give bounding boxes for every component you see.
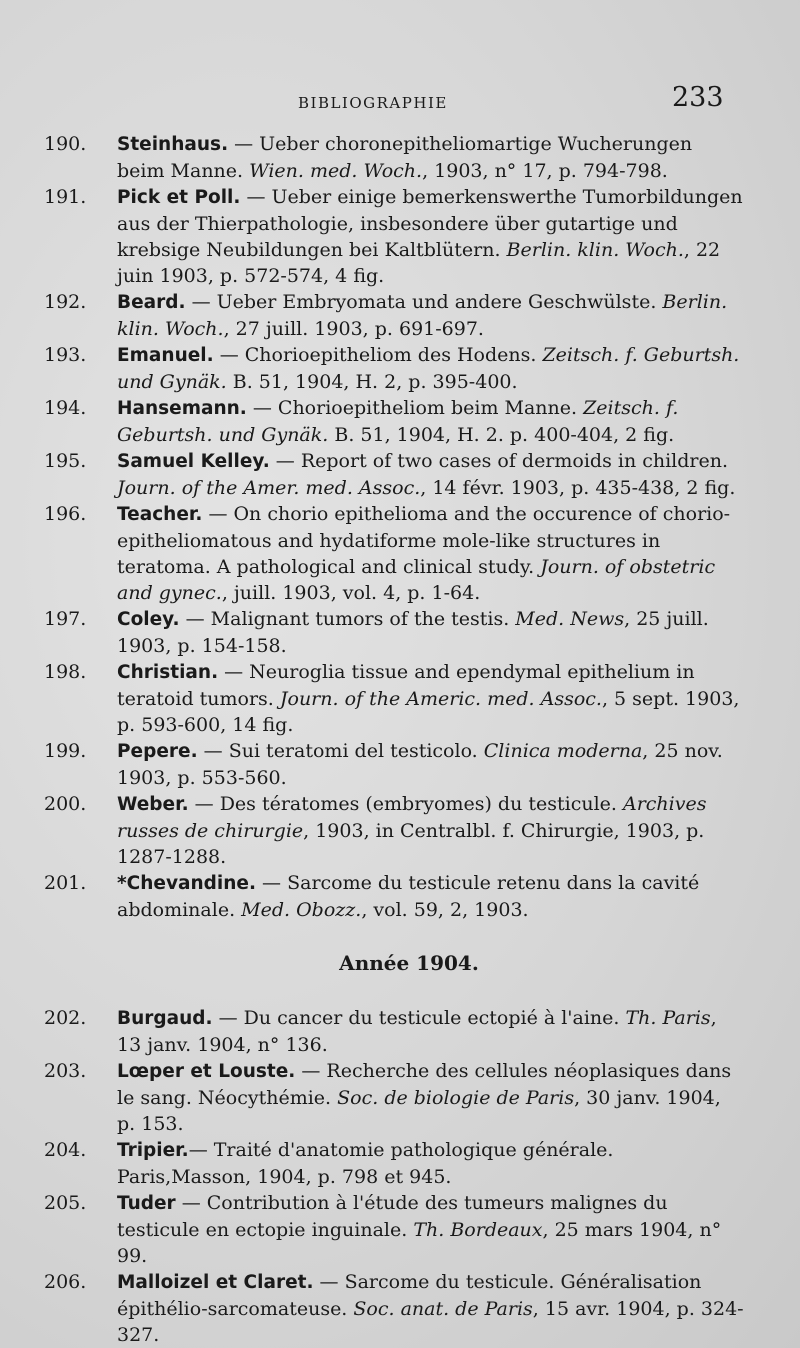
entry-author: Burgaud. <box>117 1008 213 1029</box>
bibliography-entry <box>44 738 744 791</box>
bibliography-entry <box>44 1269 744 1348</box>
entry-details: , 1903, n° 17, p. 794-798. <box>422 160 668 182</box>
entry-details: , juill. 1903, vol. 4, p. 1-64. <box>221 582 481 604</box>
entry-author: Tuder <box>117 1193 176 1214</box>
entry-title: — Malignant tumors of the testis. <box>179 608 516 630</box>
section-heading: Année 1904. <box>339 951 479 975</box>
entry-title: — Recherche des cellules néoplasiques dans le sang. Néocythémie. <box>117 1060 732 1109</box>
entry-title: — Ueber einige bemerkenswerthe Tumorbildungen aus der Thierpathologie, insbesondere über gutartige und krebsige Neubildungen bei Kaltblütern. <box>117 186 743 261</box>
entry-title: — Traité d'anatomie pathologique générale. Paris,Masson, 1904, p. 798 et 945. <box>117 1139 614 1188</box>
entry-title: — Neuroglia tissue and ependymal epithelium in teratoid tumors. <box>117 661 695 710</box>
entry-number: 200. <box>44 793 87 815</box>
entry-details: , vol. 59, 2, 1903. <box>361 899 529 921</box>
entry-journal: Clinica moderna <box>483 740 643 762</box>
entry-details: , 15 avr. 1904, p. 324-327. <box>117 1298 744 1346</box>
entry-author: Pick et Poll. <box>117 187 241 208</box>
entry-journal: Berlin. klin. Woch. <box>117 291 728 340</box>
entry-journal: Soc. de biologie de Paris <box>337 1087 575 1109</box>
bibliography-entry <box>44 1137 744 1190</box>
entry-details: , 5 sept. 1903, p. 593-600, 14 fig. <box>117 688 740 736</box>
entry-journal: Zeitsch. f. Geburtsh. und Gynäk. <box>117 344 740 393</box>
page-number: 233 <box>672 82 724 113</box>
entry-author: Weber. <box>117 794 189 815</box>
entry-number: 195. <box>44 450 87 472</box>
bibliography-entry <box>44 1058 744 1137</box>
entry-author: Hansemann. <box>117 398 247 419</box>
entry-author: Lœper et Louste. <box>117 1061 296 1082</box>
entry-title: — Ueber Embryomata und andere Geschwülste. <box>185 291 663 313</box>
entry-journal: Journ. of the Americ. med. Assoc. <box>279 688 602 710</box>
entry-details: , 13 janv. 1904, n° 136. <box>117 1007 717 1056</box>
entry-number: 196. <box>44 503 87 525</box>
bibliography-entry <box>44 870 744 923</box>
entry-title: — Report of two cases of dermoids in children. <box>269 450 729 472</box>
entry-number: 202. <box>44 1007 87 1029</box>
entry-details: B. 51, 1904, H. 2. p. 400-404, 2 fig. <box>328 424 675 446</box>
entry-details: , 30 janv. 1904, p. 153. <box>117 1087 721 1135</box>
entry-details: B. 51, 1904, H. 2, p. 395-400. <box>226 371 518 393</box>
entry-title: — Ueber choronepitheliomartige Wucherungen beim Manne. <box>117 133 693 182</box>
entry-title: — Du cancer du testicule ectopié à l'aine. <box>212 1007 626 1029</box>
entry-number: 198. <box>44 661 87 683</box>
entry-title: — Des tératomes (embryomes) du testicule. <box>188 793 623 815</box>
bibliography-entry <box>44 395 744 448</box>
entry-details: , 14 févr. 1903, p. 435-438, 2 fig. <box>420 477 736 499</box>
entry-title: — Sui teratomi del testicolo. <box>197 740 484 762</box>
entry-journal: Th. Paris <box>625 1007 711 1029</box>
bibliography-entry <box>44 448 744 501</box>
entry-title: — Sarcome du testicule retenu dans la cavité abdominale. <box>117 872 700 921</box>
bibliography-list <box>44 131 744 1348</box>
entry-author: Christian. <box>117 662 219 683</box>
entries-group-1903 <box>44 131 744 923</box>
entry-title: — Chorioepitheliom des Hodens. <box>213 344 543 366</box>
entry-number: 204. <box>44 1139 87 1161</box>
entry-details: , 27 juill. 1903, p. 691-697. <box>223 318 484 340</box>
bibliography-entry <box>44 342 744 395</box>
entry-journal: Archives russes de chirurgie <box>117 793 707 842</box>
bibliography-entry <box>44 289 744 342</box>
entry-details: , 1903, in Centralbl. f. Chirurgie, 1903, p. 1287-1288. <box>117 820 705 868</box>
entry-details: , 25 mars 1904, n° 99. <box>117 1219 722 1267</box>
running-head <box>0 82 800 122</box>
entry-journal: Med. Obozz. <box>241 899 362 921</box>
entry-title: — Sarcome du testicule. Généralisation épithélio-sarcomateuse. <box>117 1271 702 1320</box>
entry-number: 197. <box>44 608 87 630</box>
entry-journal: Th. Bordeaux <box>413 1219 543 1241</box>
entry-journal: Wien. med. Woch. <box>249 160 423 182</box>
entry-number: 205. <box>44 1192 87 1214</box>
entry-journal: Berlin. klin. Woch. <box>506 239 684 261</box>
entry-author: Teacher. <box>117 504 203 525</box>
entry-details: , 25 nov. 1903, p. 553-560. <box>117 740 723 789</box>
entry-author: Pepere. <box>117 741 198 762</box>
entry-journal: Journ. of the Amer. med. Assoc. <box>117 477 421 499</box>
entry-author: Samuel Kelley. <box>117 451 270 472</box>
entry-author: Tripier. <box>117 1140 189 1161</box>
bibliography-entry <box>44 659 744 738</box>
entry-author: Steinhaus. <box>117 134 229 155</box>
entry-journal: Med. News <box>515 608 625 630</box>
entry-details: , 22 juin 1903, p. 572-574, 4 fig. <box>117 239 721 287</box>
entry-number: 191. <box>44 186 87 208</box>
entry-title: — Contribution à l'étude des tumeurs malignes du testicule en ectopie inguinale. <box>117 1192 668 1241</box>
entry-author: Malloizel et Claret. <box>117 1272 314 1293</box>
entry-number: 194. <box>44 397 87 419</box>
running-title: BIBLIOGRAPHIE <box>298 94 448 112</box>
entry-author: Coley. <box>117 609 180 630</box>
entry-number: 193. <box>44 344 87 366</box>
entry-number: 199. <box>44 740 87 762</box>
entry-author: Beard. <box>117 292 186 313</box>
entry-title: — Chorioepitheliom beim Manne. <box>246 397 584 419</box>
bibliography-entry <box>44 1190 744 1269</box>
bibliography-entry <box>44 131 744 184</box>
bibliography-entry <box>44 606 744 659</box>
entries-group-1904 <box>44 1005 744 1348</box>
entry-title: — On chorio epithelioma and the occurence of chorio-epitheliomatous and hydatiforme mole-like structures in teratoma. A pathological and clinical study. <box>117 503 731 578</box>
entry-journal: Soc. anat. de Paris <box>353 1298 533 1320</box>
entry-details: , 25 juill. 1903, p. 154-158. <box>117 608 709 657</box>
entry-number: 201. <box>44 872 87 894</box>
bibliography-entry <box>44 184 744 289</box>
entry-number: 203. <box>44 1060 87 1082</box>
entry-journal: Journ. of obstetric and gynec. <box>117 556 716 604</box>
entry-number: 192. <box>44 291 87 313</box>
entry-journal: Zeitsch. f. Geburtsh. und Gynäk. <box>117 397 679 446</box>
bibliography-entry <box>44 1005 744 1058</box>
bibliography-entry <box>44 791 744 870</box>
bibliography-entry <box>44 501 744 606</box>
entry-number: 206. <box>44 1271 87 1293</box>
entry-author: Emanuel. <box>117 345 214 366</box>
entry-author: *Chevandine. <box>117 873 257 894</box>
entry-number: 190. <box>44 133 87 155</box>
